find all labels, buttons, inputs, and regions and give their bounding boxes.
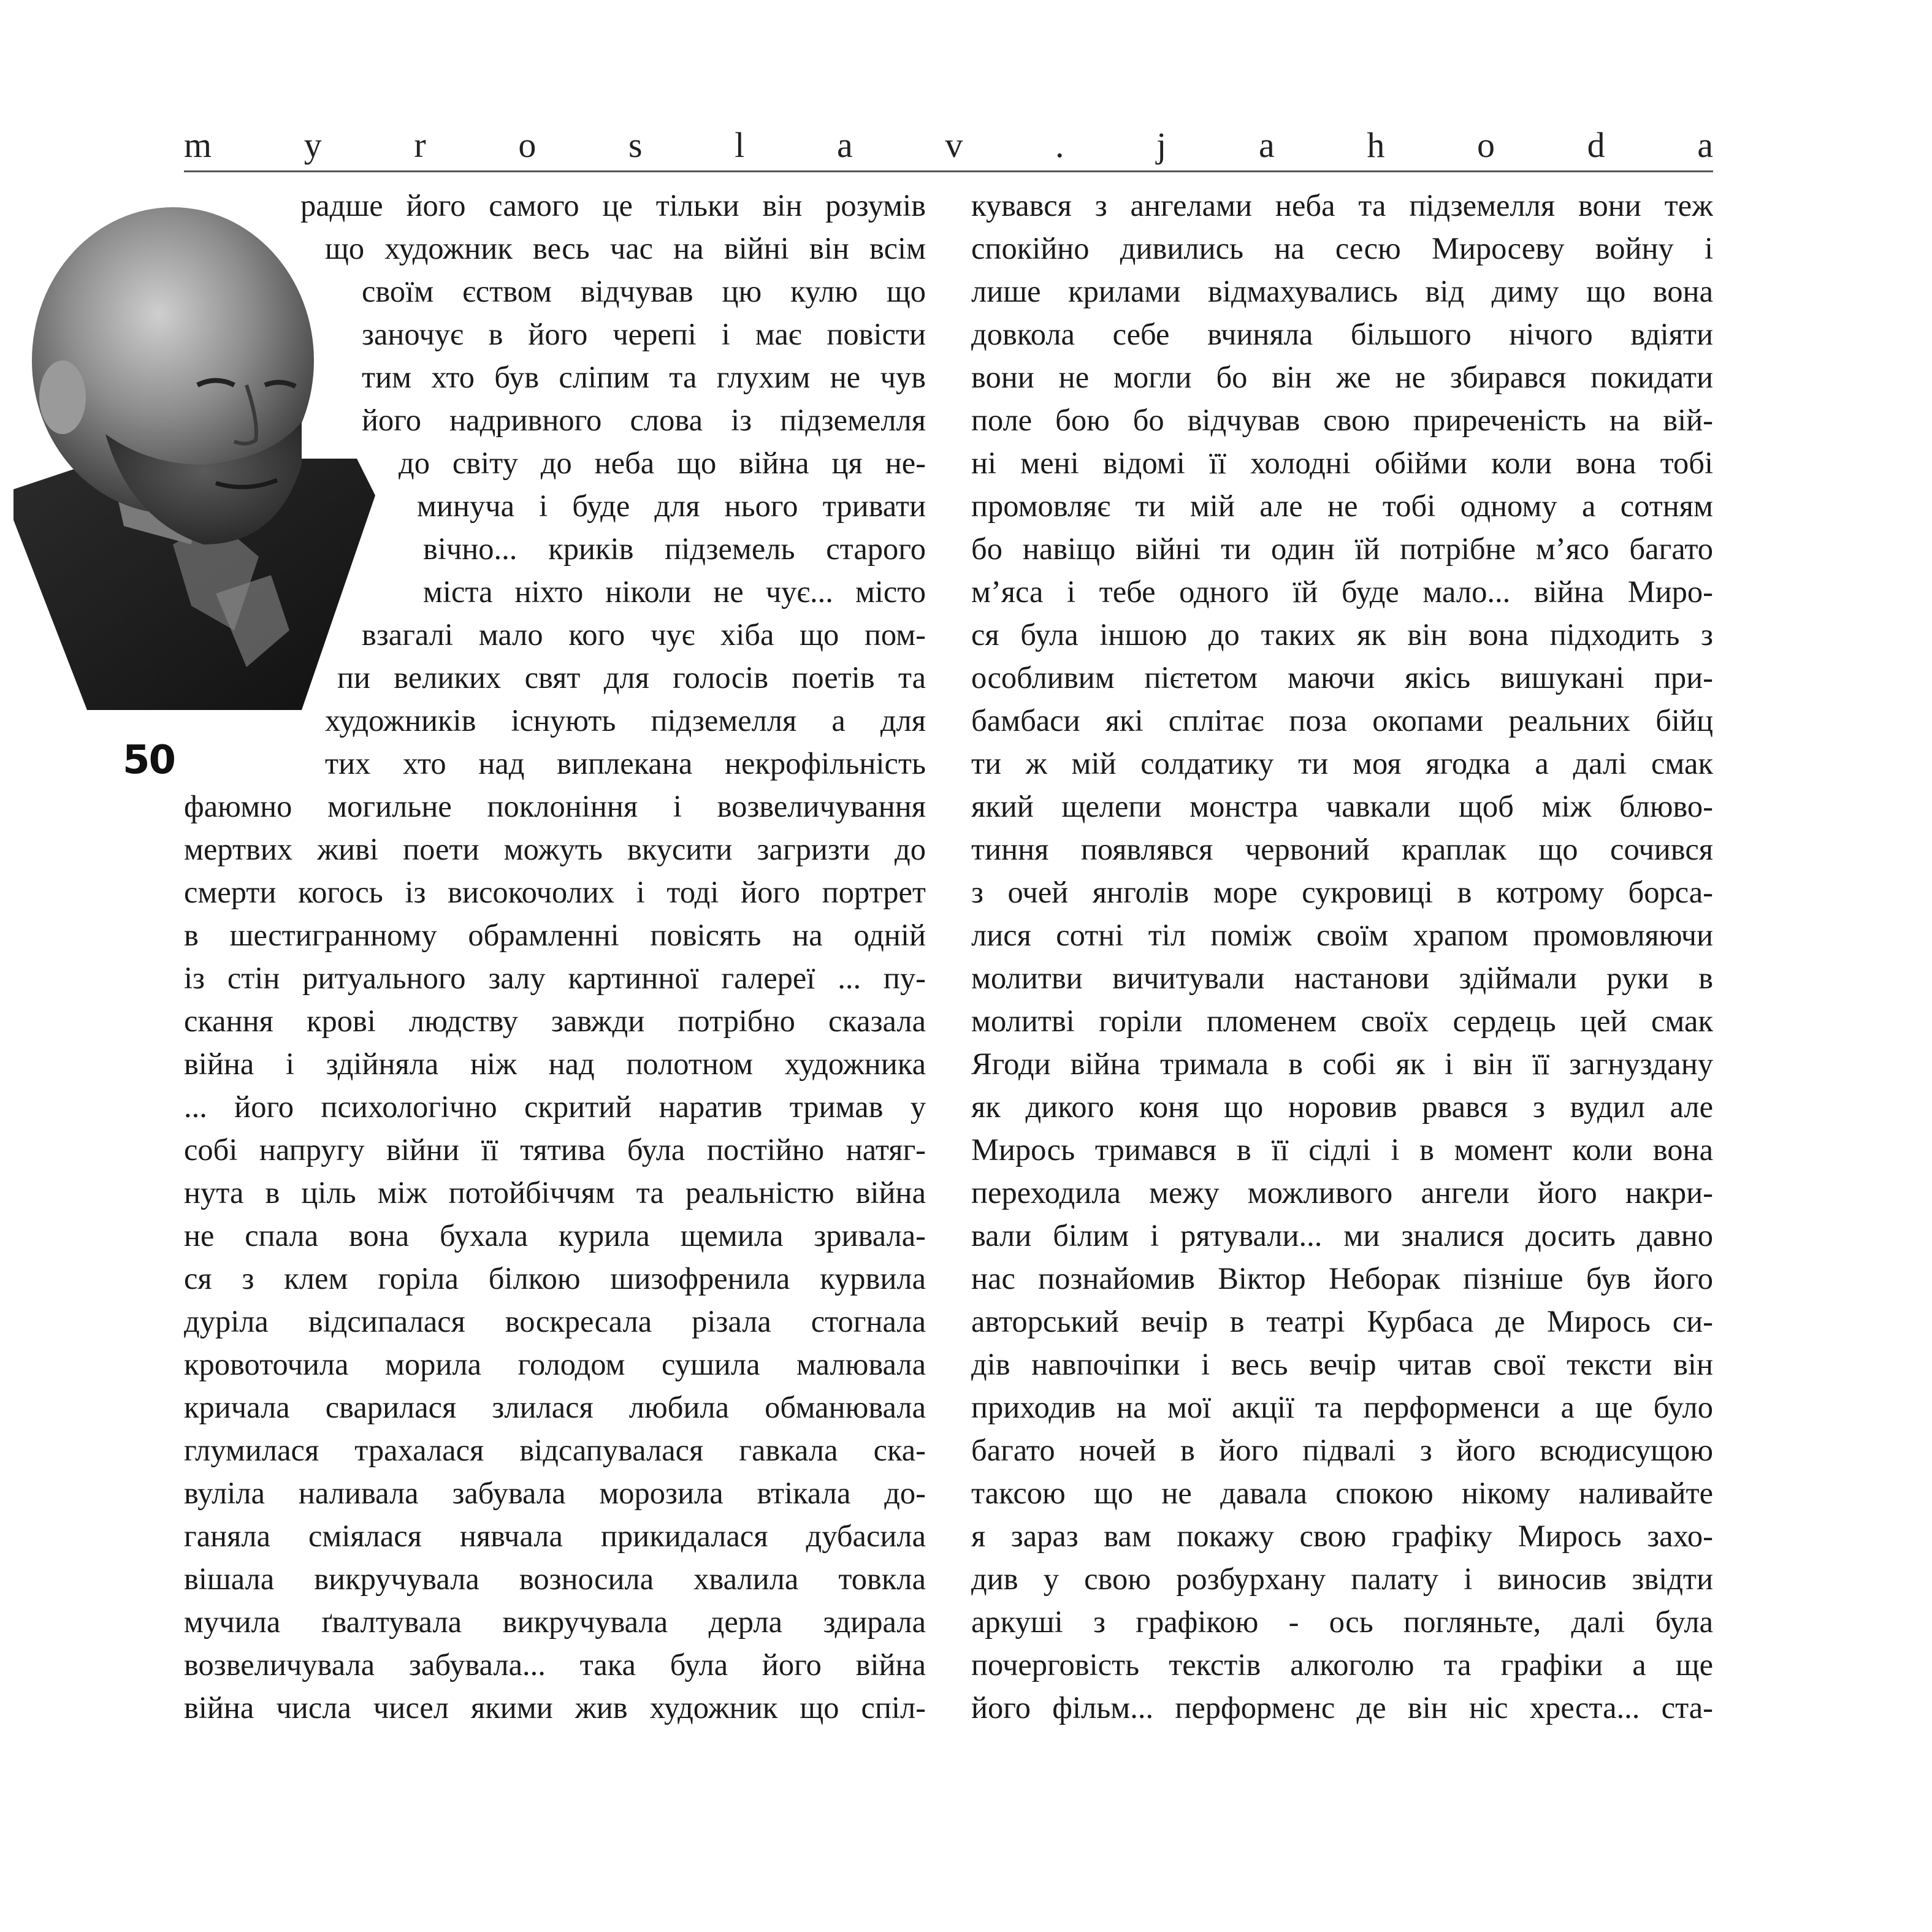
text-line: див у свою розбурхану палату і виносив звідти xyxy=(971,1562,1713,1596)
header-letter: y xyxy=(304,125,322,165)
text-line: поле бою бо відчував свою приреченість на вій- xyxy=(971,403,1713,437)
text-line: лише крилами відмахувались від диму що вона xyxy=(971,274,1713,308)
left-column xyxy=(184,184,926,1729)
text-line: бамбаси які сплітає поза окопами реальних бійц xyxy=(971,703,1713,738)
text-line: фаюмно могильне поклоніння і возвеличування xyxy=(184,789,926,823)
text-line: особливим пієтетом маючи якісь вишукані при- xyxy=(971,660,1713,695)
text-line: радше його самого це тільки він розумів xyxy=(300,188,926,223)
text-line: заночує в його черепі і має повісти xyxy=(362,317,926,351)
text-line: кровоточила морила голодом сушила малювала xyxy=(184,1347,926,1381)
text-line: із стін ритуального залу картинної галереї ... пу- xyxy=(184,961,926,995)
text-line: вуліла наливала забувала морозила втікала до- xyxy=(184,1476,926,1510)
header-letter: o xyxy=(1476,125,1495,165)
text-line: лися сотні тіл поміж своїм храпом промовляючи xyxy=(971,918,1713,952)
text-line: його надривного слова із підземелля xyxy=(362,403,926,437)
header-letter: v xyxy=(945,125,963,165)
text-line: скання крові людству завжди потрібно сказала xyxy=(184,1004,926,1038)
text-line: війна числа чисел якими жив художник що спіл- xyxy=(184,1690,926,1725)
text-line: нас познайомив Віктор Неборак пізніше був його xyxy=(971,1261,1713,1296)
text-line: ... його психологічно скритий наратив тримав у xyxy=(184,1090,926,1124)
text-line: тих хто над виплекана некрофільність xyxy=(325,746,926,781)
header-letter: d xyxy=(1587,125,1605,165)
text-line: смерти когось із високочолих і тоді його портрет xyxy=(184,875,926,909)
text-line: аркуші з графікою - ось погляньте, далі була xyxy=(971,1605,1713,1639)
text-line: переходила межу можливого ангели його накри- xyxy=(971,1175,1713,1210)
text-line: авторський вечір в театрі Курбаса де Мирось си- xyxy=(971,1304,1713,1338)
text-line: довкола себе вчиняла більшого нічого вдіяти xyxy=(971,317,1713,351)
header-letter: . xyxy=(1055,125,1064,165)
text-line: спокійно дивились на сесю Миросеву войну і xyxy=(971,231,1713,265)
text-line: мертвих живі поети можуть вкусити загризти до xyxy=(184,832,926,866)
text-line: ся була іншою до таких як він вона підходить з xyxy=(971,617,1713,652)
text-line: вічно... криків підземель старого xyxy=(423,532,926,566)
header-letter: h xyxy=(1367,125,1385,165)
text-line: який щелепи монстра чавкали щоб між блюво- xyxy=(971,789,1713,823)
header-letter: s xyxy=(628,125,643,165)
text-line: молитви вичитували настанови здіймали руки в xyxy=(971,961,1713,995)
text-line: собі напругу війни її тятива була постійно натяг- xyxy=(184,1132,926,1167)
header-letter: a xyxy=(1258,125,1275,165)
running-header xyxy=(184,120,1713,163)
text-line: почерговість текстів алкоголю та графіки а ще xyxy=(971,1648,1713,1682)
text-line: своїм єством відчував цю кулю що xyxy=(362,274,926,308)
text-line: його фільм... перформенс де він ніс хреста... ста- xyxy=(971,1690,1713,1725)
text-line: вішала викручувала возносила хвалила товкла xyxy=(184,1562,926,1596)
text-line: молитві горіли пломенем своїх сердець цей смак xyxy=(971,1004,1713,1038)
header-letter: m xyxy=(184,125,212,165)
text-line: пи великих свят для голосів поетів та xyxy=(337,660,926,695)
header-letter: a xyxy=(1697,125,1713,165)
text-line: багато ночей в його підвалі з його всюдисущою xyxy=(971,1433,1713,1467)
header-rule xyxy=(184,170,1713,172)
text-line: промовляє ти мій але не тобі одному а сотням xyxy=(971,489,1713,523)
text-line: мучила ґвалтувала викручувала дерла здирала xyxy=(184,1605,926,1639)
text-line: м’яса і тебе одного їй буде мало... війна Миро- xyxy=(971,575,1713,609)
right-column xyxy=(971,184,1713,1729)
text-line: дуріла відсипалася воскресала різала стогнала xyxy=(184,1304,926,1338)
text-line: Мирось тримався в її сідлі і в момент коли вона xyxy=(971,1132,1713,1167)
text-line: я зараз вам покажу свою графіку Мирось захо- xyxy=(971,1519,1713,1553)
text-line: дів навпочіпки і весь вечір читав свої тексти він xyxy=(971,1347,1713,1381)
text-line: ні мені відомі її холодні обійми коли вона тобі xyxy=(971,446,1713,480)
text-line: ти ж мій солдатику ти моя ягодка а далі смак xyxy=(971,746,1713,781)
text-line: тиння появлявся червоний краплак що сочився xyxy=(971,832,1713,866)
text-line: в шестигранному обрамленні повісять на одній xyxy=(184,918,926,952)
text-line: не спала вона бухала курила щемила зривала- xyxy=(184,1218,926,1253)
text-line: таксою що не давала спокою нікому наливайте xyxy=(971,1476,1713,1510)
text-line: кричала сварилася злилася любила обманювала xyxy=(184,1390,926,1424)
text-line: глумилася трахалася відсапувалася гавкала ска- xyxy=(184,1433,926,1467)
text-line: ся з клем горіла білкою шизофренила курвила xyxy=(184,1261,926,1296)
text-line: художників існують підземелля а для xyxy=(325,703,926,738)
text-line: що художник весь час на війні він всім xyxy=(325,231,926,265)
text-line: вали білим і рятували... ми зналися досить давно xyxy=(971,1218,1713,1253)
header-letter: a xyxy=(837,125,853,165)
text-line: возвеличувала забувала... така була його війна xyxy=(184,1648,926,1682)
text-line: бо навіщо війні ти один їй потрібне м’ясо багато xyxy=(971,532,1713,566)
text-line: Ягоди війна тримала в собі як і він її загнуздану xyxy=(971,1047,1713,1081)
text-line: тим хто був сліпим та глухим не чув xyxy=(362,360,926,394)
text-line: нута в ціль між потойбіччям та реальністю війна xyxy=(184,1175,926,1210)
text-line: минуча і буде для нього тривати xyxy=(417,489,926,523)
text-line: з очей янголів море сукровиці в котрому борса- xyxy=(971,875,1713,909)
header-letter: r xyxy=(414,125,426,165)
page-number: 50 xyxy=(123,738,175,783)
text-line: взагалі мало кого чує хіба що пом- xyxy=(362,617,926,652)
text-line: приходив на мої акції та перформенси а ще було xyxy=(971,1390,1713,1424)
text-line: як дикого коня що норовив рвався з вудил але xyxy=(971,1090,1713,1124)
text-line: вони не могли бо він же не збирався покидати xyxy=(971,360,1713,394)
text-line: міста ніхто ніколи не чує... місто xyxy=(423,575,926,609)
text-line: війна і здійняла ніж над полотном художника xyxy=(184,1047,926,1081)
header-letter: l xyxy=(735,125,745,165)
text-line: кувався з ангелами неба та підземелля вони теж xyxy=(971,188,1713,223)
text-line: ганяла сміялася нявчала прикидалася дубасила xyxy=(184,1519,926,1553)
header-letter: o xyxy=(518,125,536,165)
header-letter: j xyxy=(1156,125,1167,165)
text-line: до світу до неба що війна ця не- xyxy=(399,446,926,480)
